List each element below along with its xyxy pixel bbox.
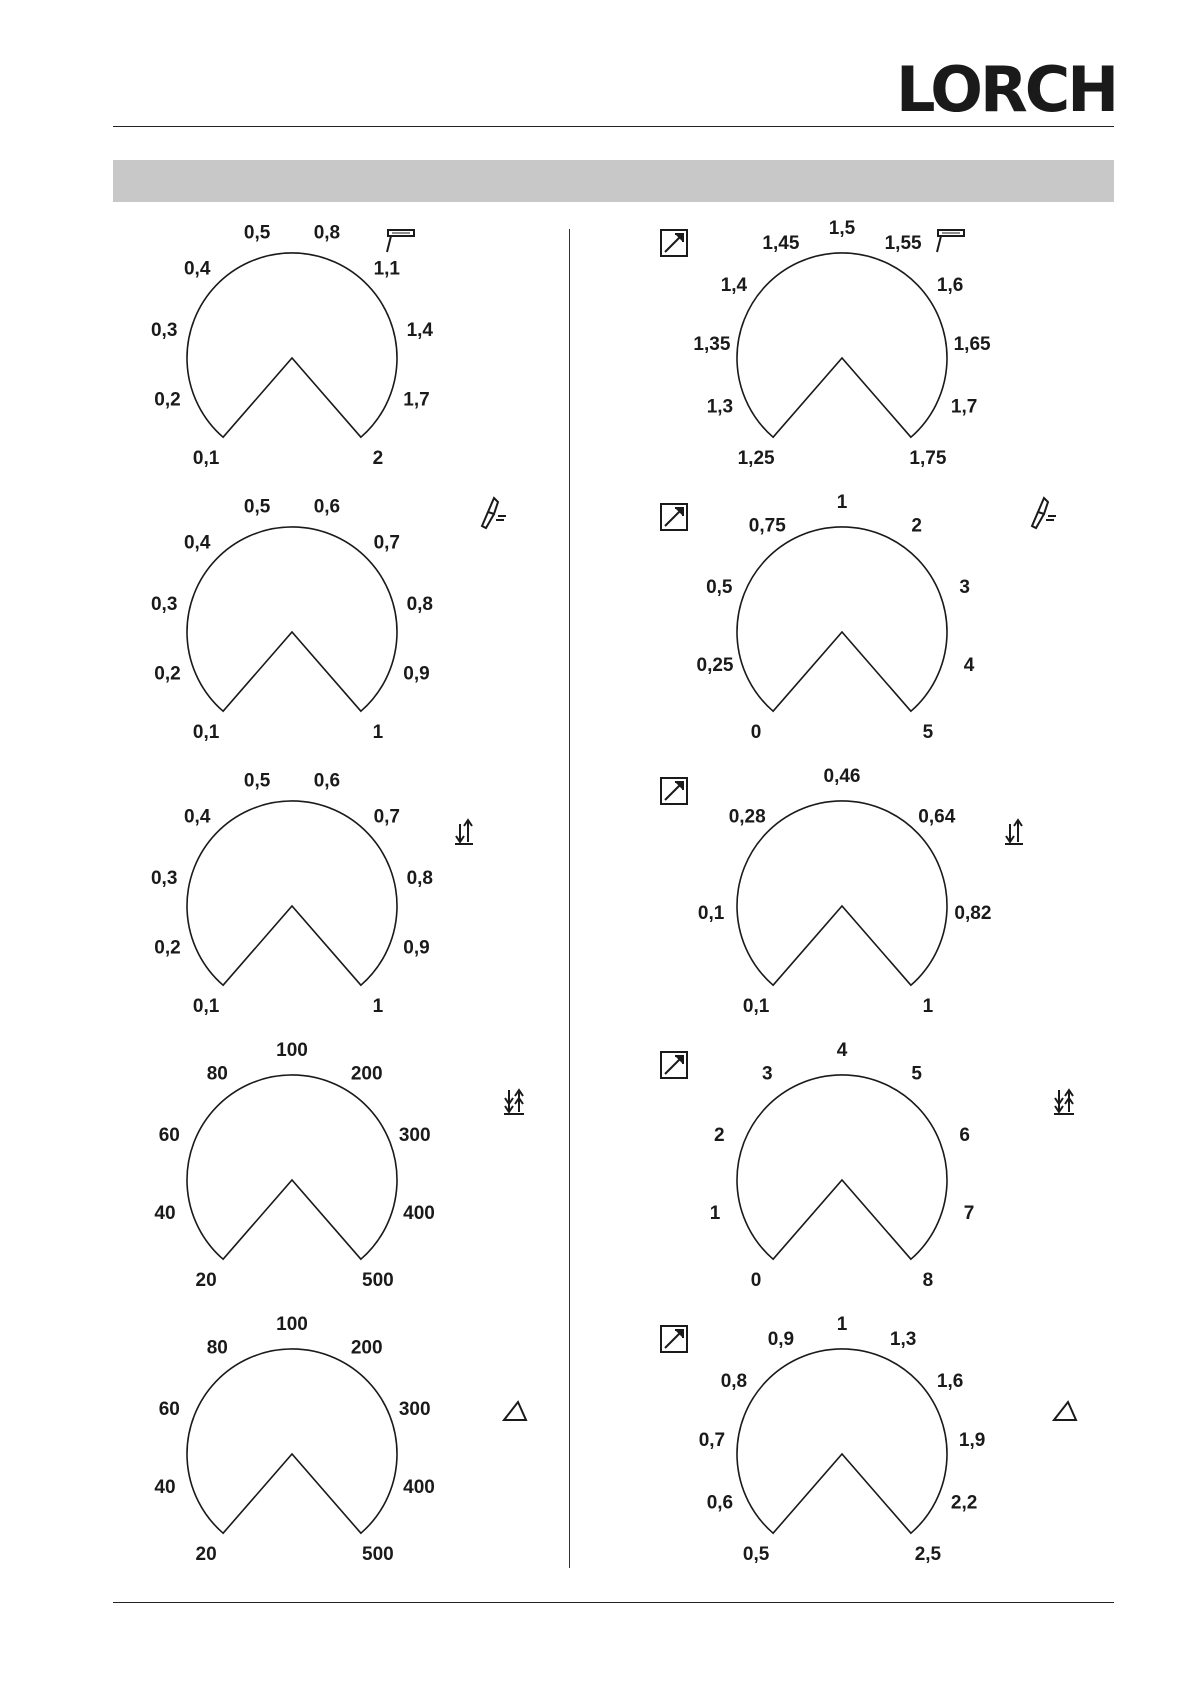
knob-scale-label: 5 <box>922 721 934 743</box>
knob-scale-label: 1,4 <box>720 275 748 296</box>
scale-icon <box>661 778 687 804</box>
knob-scale-label: 1,35 <box>693 333 731 355</box>
knob-scale-label: 2 <box>714 1125 725 1147</box>
arrow-up <box>464 820 472 842</box>
torch-grip-icon <box>937 230 964 252</box>
knob-scale-label: 100 <box>276 1040 308 1061</box>
knob-scale-label: 0,4 <box>183 532 211 554</box>
knob-scale-label: 500 <box>362 1543 394 1565</box>
knob-scale-label: 60 <box>158 1125 180 1147</box>
knob-dial-outline <box>737 1075 947 1259</box>
knob-scale-label: 1,9 <box>958 1429 986 1451</box>
knob-scale-label: 0,1 <box>192 995 220 1017</box>
knob-scale-label: 1 <box>372 721 384 743</box>
knob-scale-label: 1,45 <box>762 233 800 255</box>
knob-dial-outline <box>187 1349 397 1533</box>
knob-scale-label: 0,2 <box>154 663 181 685</box>
triangle-shape <box>1054 1402 1076 1420</box>
torch-nozzle-icon <box>482 498 506 528</box>
knob-scale-label: 6 <box>959 1125 970 1147</box>
nozzle-body <box>488 498 498 514</box>
knob-scale-label: 1 <box>922 995 934 1017</box>
triangle-icon <box>504 1402 526 1420</box>
knob-scale-label: 3 <box>762 1063 773 1085</box>
knob-scale-label: 1 <box>836 492 848 513</box>
knob-dial-outline <box>187 1075 397 1259</box>
knob-scale-label: 400 <box>403 1477 435 1499</box>
knob-scale-label: 0,1 <box>192 447 220 469</box>
knob-right-3 <box>710 1040 975 1291</box>
knob-scale-label: 1,3 <box>889 1329 917 1351</box>
knob-scale-label: 400 <box>403 1203 435 1225</box>
down-up-arrows-icon <box>1005 820 1023 844</box>
knob-scale-label: 20 <box>195 1543 217 1565</box>
knob-scale-label: 2,2 <box>950 1492 978 1514</box>
knob-scale-label: 1,7 <box>950 396 978 418</box>
scale-icon <box>661 1326 687 1352</box>
arrow-down-double <box>1055 1090 1063 1112</box>
knob-dial-outline <box>737 1349 947 1533</box>
knob-scale-label: 1,25 <box>737 447 775 469</box>
knob-scale-label: 0,82 <box>954 903 992 925</box>
knob-scale-label: 0,5 <box>243 770 271 792</box>
knob-scale-label: 0,4 <box>183 806 211 828</box>
scale-icon <box>661 230 687 256</box>
knob-scale-label: 1,6 <box>936 1371 964 1392</box>
knob-scale-label: 0,1 <box>697 903 725 925</box>
torch-grip-neck <box>387 236 391 252</box>
double-down-up-arrows-icon <box>504 1090 524 1114</box>
knob-left-3 <box>154 1040 434 1291</box>
knob-right-1 <box>697 492 975 743</box>
knob-scale-label: 0,28 <box>728 806 766 828</box>
knob-scale-label: 0,46 <box>823 766 861 787</box>
knob-scale-label: 0,1 <box>742 995 770 1017</box>
knob-scale-label: 0,5 <box>706 577 733 599</box>
knob-dial-outline <box>737 253 947 437</box>
knob-scale-label: 4 <box>836 1040 848 1061</box>
knob-scale-label: 1 <box>372 995 384 1017</box>
knob-scale-label: 2 <box>372 447 384 469</box>
arrow-down-double <box>505 1090 513 1112</box>
knob-scale-label: 7 <box>963 1203 975 1225</box>
knob-scale-label: 3 <box>959 577 970 599</box>
knob-scale-label: 8 <box>922 1269 934 1291</box>
nozzle-body <box>1038 498 1048 514</box>
knob-scale-label: 80 <box>206 1063 228 1085</box>
knob-scale-label: 1,5 <box>828 218 856 239</box>
knob-scale-label: 0,7 <box>698 1429 726 1451</box>
knob-scale-label: 0 <box>750 1269 762 1291</box>
knob-scale-label: 0,4 <box>183 258 211 280</box>
down-up-arrows-icon <box>455 820 473 844</box>
knob-scale-label: 40 <box>154 1203 176 1225</box>
knob-right-4 <box>699 1314 986 1565</box>
knob-scale-label: 0,3 <box>150 868 178 889</box>
knob-right-0 <box>693 218 991 469</box>
torch-nozzle-icon <box>1032 498 1056 528</box>
knob-scale-label: 0,25 <box>696 655 734 677</box>
knob-scale-label: 0,2 <box>154 937 181 959</box>
knob-scale-label: 200 <box>350 1063 383 1085</box>
knob-scale-label: 300 <box>398 1399 431 1421</box>
knob-scale-label: 20 <box>195 1269 217 1291</box>
knob-scale-label: 0,8 <box>406 868 434 889</box>
knob-scale-label: 0,64 <box>918 806 956 828</box>
knob-dial-outline <box>187 253 397 437</box>
knob-scale-label: 0,9 <box>403 663 430 685</box>
knob-scale-label: 300 <box>398 1125 431 1147</box>
knob-scale-label: 0,3 <box>150 594 178 615</box>
triangle-icon <box>1054 1402 1076 1420</box>
knob-scale-label: 1,4 <box>406 320 434 341</box>
knob-scale-label: 0,7 <box>373 532 401 554</box>
brand-logo: LORCH <box>896 53 1117 126</box>
arrow-up <box>1014 820 1022 842</box>
knob-scale-label: 0,5 <box>742 1543 770 1565</box>
arrow-down <box>456 824 464 842</box>
knob-scale-label: 0,3 <box>150 320 178 341</box>
knob-scale-label: 0,6 <box>313 770 341 792</box>
knob-dial-outline <box>737 801 947 985</box>
arrow-up-double <box>515 1090 523 1112</box>
knob-scale-label: 40 <box>154 1477 176 1499</box>
knob-scale-label: 4 <box>963 655 975 677</box>
knob-scale-label: 1 <box>709 1203 721 1225</box>
knob-right-2 <box>698 766 992 1017</box>
knob-scale-label: 0,8 <box>406 594 434 615</box>
knob-left-1 <box>151 497 433 743</box>
knob-scale-label: 1,6 <box>936 275 964 296</box>
knob-scale-label: 5 <box>911 1063 922 1085</box>
knob-scale-label: 0,8 <box>720 1371 748 1392</box>
knob-dial-outline <box>187 527 397 711</box>
knob-scale-label: 0,7 <box>373 806 401 828</box>
torch-grip-icon <box>387 230 414 252</box>
knob-scale-label: 2,5 <box>914 1543 942 1565</box>
knob-scale-label: 0,1 <box>192 721 220 743</box>
triangle-shape <box>504 1402 526 1420</box>
knob-scale-label: 0 <box>750 721 762 743</box>
knob-left-2 <box>151 771 433 1017</box>
knob-scale-label: 1,1 <box>373 258 401 280</box>
arrow-down <box>1006 824 1014 842</box>
knob-scale-label: 0,8 <box>313 222 341 244</box>
knob-scale-label: 200 <box>350 1337 383 1359</box>
knob-scale-label: 0,6 <box>706 1492 734 1514</box>
knob-scale-label: 2 <box>911 515 922 537</box>
knob-scale-label: 500 <box>362 1269 394 1291</box>
scale-icon <box>661 1052 687 1078</box>
arrow-up-double <box>1065 1090 1073 1112</box>
knob-dial-outline <box>187 801 397 985</box>
knob-scale-label: 1,75 <box>909 447 947 469</box>
scale-icon <box>661 504 687 530</box>
knob-scale-label: 1,55 <box>884 233 922 255</box>
knob-scale-label: 0,75 <box>748 515 786 537</box>
knob-dial-outline <box>737 527 947 711</box>
knob-scale-label: 1,7 <box>403 389 430 411</box>
knob-scale-label: 1 <box>836 1314 848 1335</box>
knob-scale-label: 60 <box>158 1399 180 1421</box>
torch-grip-neck <box>937 236 941 252</box>
knob-scale-label: 0,5 <box>243 222 271 244</box>
double-down-up-arrows-icon <box>1054 1090 1074 1114</box>
knob-scale-label: 100 <box>276 1314 308 1335</box>
knob-scale-label: 80 <box>206 1337 228 1359</box>
knob-scale-label: 0,9 <box>767 1329 795 1351</box>
knob-scale-label: 0,5 <box>243 496 271 518</box>
knob-scale-label: 0,2 <box>154 389 181 411</box>
knob-left-0 <box>151 223 433 469</box>
knob-scale-label: 1,3 <box>706 396 734 418</box>
knob-left-4 <box>154 1314 434 1565</box>
knob-scale-label: 0,9 <box>403 937 430 959</box>
knob-scale-label: 0,6 <box>313 496 341 518</box>
knob-scale-label: 1,65 <box>953 333 991 355</box>
